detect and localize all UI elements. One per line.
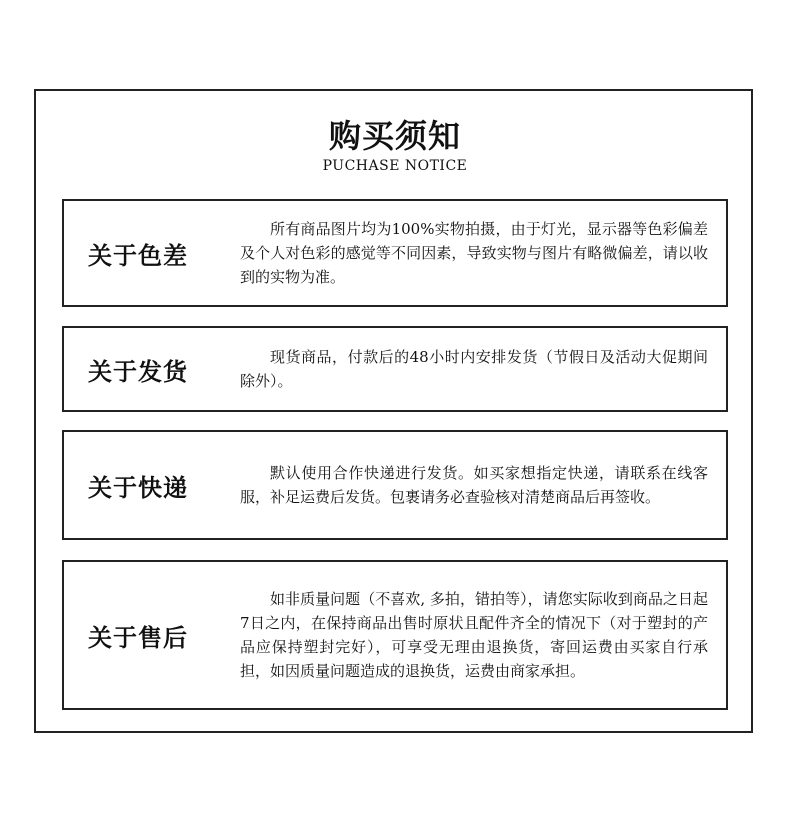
section-body <box>240 201 708 305</box>
section-heading: 关于发货 <box>88 356 188 386</box>
section-text: 默认使用合作快递进行发货。如买家想指定快递，请联系在线客服，补足运费后发货。包裹请务必查验核对清楚商品后再签收。 <box>240 464 708 506</box>
section-heading: 关于售后 <box>88 622 188 652</box>
section-color-difference <box>62 199 728 307</box>
section-heading: 关于快递 <box>88 472 188 502</box>
section-after-sales <box>62 560 728 710</box>
section-courier <box>62 430 728 540</box>
section-shipping <box>62 326 728 412</box>
section-text: 现货商品，付款后的48小时内安排发货（节假日及活动大促期间除外）。 <box>240 348 708 390</box>
section-heading: 关于色差 <box>88 240 188 270</box>
section-body <box>240 328 708 410</box>
section-text: 如非质量问题（不喜欢, 多拍，错拍等），请您实际收到商品之日起7日之内，在保持商品出售时原状且配件齐全的情况下（对于塑封的产品应保持塑封完好），可享受无理由退换货，寄回运费由买家自行承担，如因质量问题造成的退换货，运费由商家承担。 <box>240 590 708 680</box>
page-title: 购买须知 <box>328 117 461 155</box>
section-body <box>240 432 708 538</box>
section-text: 所有商品图片均为100%实物拍摄，由于灯光，显示器等色彩偏差及个人对色彩的感觉等不同因素，导致实物与图片有略微偏差，请以收到的实物为准。 <box>240 220 708 286</box>
page-subtitle: PUCHASE NOTICE <box>322 158 468 174</box>
section-body <box>240 562 708 708</box>
